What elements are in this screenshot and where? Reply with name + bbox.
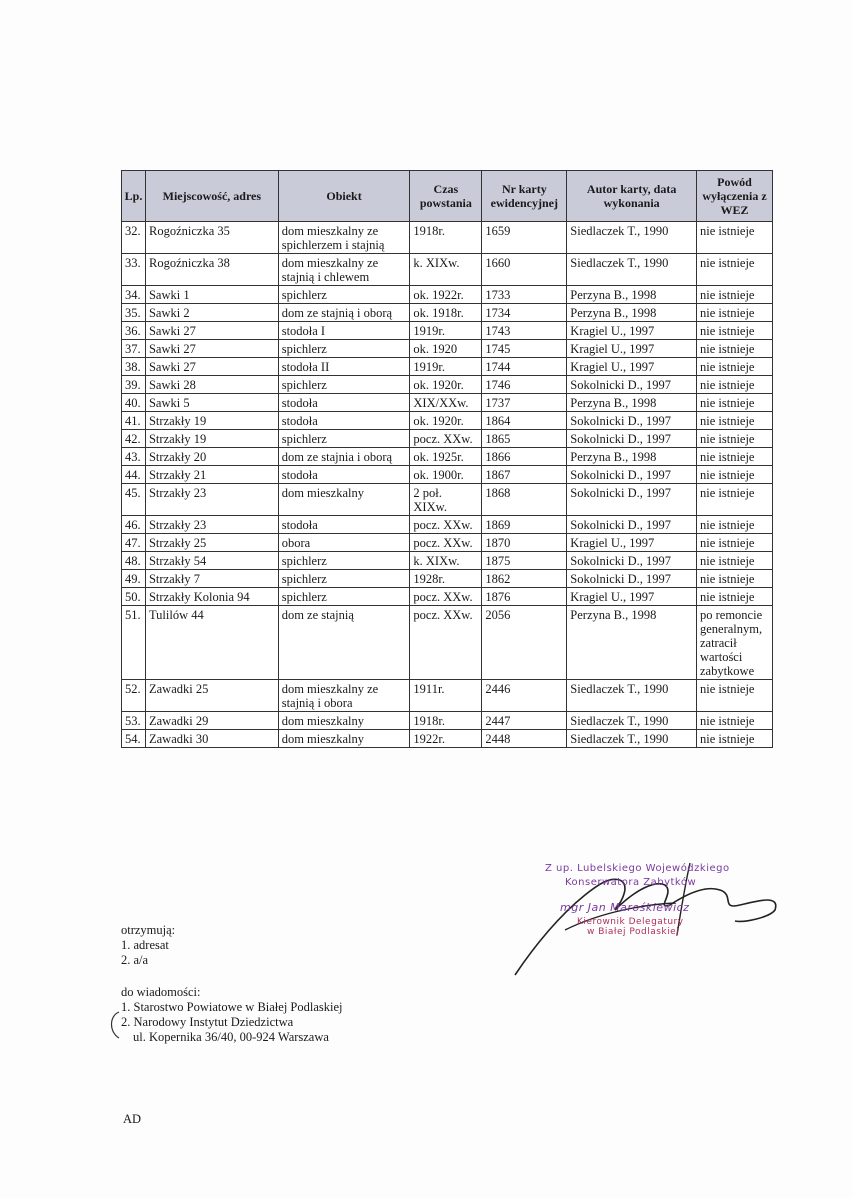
cell-location: Zawadki 25 [145, 680, 278, 712]
cell-object: dom ze stajnią i oborą [278, 304, 410, 322]
cell-author: Sokolnicki D., 1997 [567, 570, 697, 588]
cell-reason: nie istnieje [696, 394, 772, 412]
cell-card-number: 2448 [482, 730, 567, 748]
cell-lp: 33. [122, 254, 146, 286]
column-header-card-number: Nr karty ewidencyjnej [482, 171, 567, 222]
cell-lp: 32. [122, 222, 146, 254]
table-row [122, 534, 773, 552]
cell-object: stodoła [278, 412, 410, 430]
cell-author: Siedlaczek T., 1990 [567, 712, 697, 730]
cell-location: Rogoźniczka 38 [145, 254, 278, 286]
cell-location: Sawki 5 [145, 394, 278, 412]
stamp-line-5: w Białej Podlaskiej [587, 927, 680, 937]
cell-author: Sokolnicki D., 1997 [567, 412, 697, 430]
cell-card-number: 2446 [482, 680, 567, 712]
cell-location: Sawki 2 [145, 304, 278, 322]
cell-object: spichlerz [278, 340, 410, 358]
recipient-item: 1. adresat [121, 938, 169, 952]
cell-date: ok. 1920 [410, 340, 482, 358]
cell-location: Sawki 27 [145, 358, 278, 376]
cell-card-number: 1659 [482, 222, 567, 254]
cell-card-number: 1744 [482, 358, 567, 376]
cell-lp: 41. [122, 412, 146, 430]
cell-card-number: 1864 [482, 412, 567, 430]
cell-location: Strzakły 54 [145, 552, 278, 570]
stamp-line-3: mgr Jan Marośkiewicz [560, 901, 690, 914]
cell-lp: 44. [122, 466, 146, 484]
cell-location: Strzakły 25 [145, 534, 278, 552]
cell-location: Zawadki 30 [145, 730, 278, 748]
cell-author: Siedlaczek T., 1990 [567, 680, 697, 712]
cell-location: Strzakły 19 [145, 430, 278, 448]
notice-item: 1. Starostwo Powiatowe w Białej Podlaskiej [121, 1000, 343, 1014]
cell-object: dom mieszkalny ze stajnią i chlewem [278, 254, 410, 286]
table-row [122, 222, 773, 254]
table-row [122, 680, 773, 712]
cell-object: dom mieszkalny [278, 712, 410, 730]
cell-lp: 36. [122, 322, 146, 340]
column-header-lp: Lp. [122, 171, 146, 222]
table-row [122, 394, 773, 412]
table-row [122, 340, 773, 358]
table-row [122, 412, 773, 430]
monuments-exclusion-table [121, 170, 773, 748]
column-header-object: Obiekt [278, 171, 410, 222]
cell-location: Sawki 28 [145, 376, 278, 394]
cell-date: 1918r. [410, 712, 482, 730]
table-row [122, 570, 773, 588]
cell-reason: nie istnieje [696, 484, 772, 516]
column-header-author: Autor karty, data wykonania [567, 171, 697, 222]
cell-date: k. XIXw. [410, 552, 482, 570]
cell-date: 1919r. [410, 358, 482, 376]
cell-object: stodoła II [278, 358, 410, 376]
cell-reason: nie istnieje [696, 358, 772, 376]
cell-author: Perzyna B., 1998 [567, 394, 697, 412]
official-stamp-signature [505, 855, 795, 975]
table-row [122, 552, 773, 570]
cell-date: ok. 1925r. [410, 448, 482, 466]
cell-lp: 40. [122, 394, 146, 412]
cell-card-number: 2056 [482, 606, 567, 680]
cell-lp: 54. [122, 730, 146, 748]
cell-lp: 35. [122, 304, 146, 322]
cell-reason: nie istnieje [696, 376, 772, 394]
cell-lp: 34. [122, 286, 146, 304]
cell-reason: nie istnieje [696, 552, 772, 570]
cell-card-number: 1862 [482, 570, 567, 588]
table-row [122, 304, 773, 322]
cell-object: stodoła [278, 466, 410, 484]
table-row [122, 516, 773, 534]
cell-date: pocz. XXw. [410, 534, 482, 552]
table-body [122, 222, 773, 748]
stamp-line-2: Konserwatora Zabytków [565, 877, 697, 888]
cell-date: ok. 1920r. [410, 412, 482, 430]
cell-date: 1911r. [410, 680, 482, 712]
cell-date: 1918r. [410, 222, 482, 254]
cell-lp: 43. [122, 448, 146, 466]
table-header-row [122, 171, 773, 222]
cell-author: Sokolnicki D., 1997 [567, 484, 697, 516]
cell-object: stodoła [278, 394, 410, 412]
cell-reason: nie istnieje [696, 430, 772, 448]
cell-card-number: 1870 [482, 534, 567, 552]
cell-reason: nie istnieje [696, 680, 772, 712]
recipients-list [121, 923, 175, 968]
cell-lp: 45. [122, 484, 146, 516]
cell-author: Sokolnicki D., 1997 [567, 466, 697, 484]
cell-object: dom mieszkalny ze spichlerzem i stajnią [278, 222, 410, 254]
cell-author: Perzyna B., 1998 [567, 304, 697, 322]
cell-object: spichlerz [278, 286, 410, 304]
cell-author: Sokolnicki D., 1997 [567, 552, 697, 570]
table-row [122, 588, 773, 606]
recipient-item: 2. a/a [121, 953, 149, 967]
cell-card-number: 1866 [482, 448, 567, 466]
cell-object: spichlerz [278, 430, 410, 448]
cell-reason: nie istnieje [696, 448, 772, 466]
cell-date: k. XIXw. [410, 254, 482, 286]
cell-date: pocz. XXw. [410, 606, 482, 680]
column-header-location: Miejscowość, adres [145, 171, 278, 222]
table-row [122, 712, 773, 730]
cell-reason: po remoncie generalnym, zatracił wartości zabytkowe [696, 606, 772, 680]
notice-title: do wiadomości: [121, 985, 201, 999]
cell-author: Kragiel U., 1997 [567, 588, 697, 606]
cell-lp: 42. [122, 430, 146, 448]
table-row [122, 606, 773, 680]
table-row [122, 322, 773, 340]
cell-card-number: 1733 [482, 286, 567, 304]
table-row [122, 254, 773, 286]
cell-date: 1928r. [410, 570, 482, 588]
cell-object: dom mieszkalny ze stajnią i obora [278, 680, 410, 712]
table-row [122, 286, 773, 304]
cell-location: Strzakły 7 [145, 570, 278, 588]
cell-reason: nie istnieje [696, 222, 772, 254]
table-row [122, 376, 773, 394]
cell-date: ok. 1922r. [410, 286, 482, 304]
cell-object: spichlerz [278, 376, 410, 394]
cell-location: Strzakły Kolonia 94 [145, 588, 278, 606]
cell-reason: nie istnieje [696, 730, 772, 748]
cell-author: Sokolnicki D., 1997 [567, 516, 697, 534]
cell-date: ok. 1920r. [410, 376, 482, 394]
cell-object: obora [278, 534, 410, 552]
cell-reason: nie istnieje [696, 322, 772, 340]
cell-object: spichlerz [278, 588, 410, 606]
table-row [122, 358, 773, 376]
cell-reason: nie istnieje [696, 570, 772, 588]
cell-lp: 51. [122, 606, 146, 680]
cell-author: Perzyna B., 1998 [567, 286, 697, 304]
cell-card-number: 2447 [482, 712, 567, 730]
recipients-title: otrzymują: [121, 923, 176, 937]
cell-date: pocz. XXw. [410, 588, 482, 606]
cell-author: Kragiel U., 1997 [567, 340, 697, 358]
notice-item-address: ul. Kopernika 36/40, 00-924 Warszawa [133, 1030, 329, 1044]
cell-lp: 46. [122, 516, 146, 534]
cell-date: 1919r. [410, 322, 482, 340]
cell-date: ok. 1900r. [410, 466, 482, 484]
cell-reason: nie istnieje [696, 412, 772, 430]
cell-card-number: 1737 [482, 394, 567, 412]
cell-card-number: 1865 [482, 430, 567, 448]
cell-location: Sawki 27 [145, 322, 278, 340]
cell-date: XIX/XXw. [410, 394, 482, 412]
cell-author: Perzyna B., 1998 [567, 606, 697, 680]
cell-object: dom mieszkalny [278, 484, 410, 516]
cell-date: 1922r. [410, 730, 482, 748]
cell-date: pocz. XXw. [410, 516, 482, 534]
cell-lp: 53. [122, 712, 146, 730]
cell-author: Kragiel U., 1997 [567, 322, 697, 340]
cell-object: dom ze stajnia i oborą [278, 448, 410, 466]
cell-card-number: 1869 [482, 516, 567, 534]
cell-card-number: 1746 [482, 376, 567, 394]
cell-lp: 38. [122, 358, 146, 376]
cell-lp: 39. [122, 376, 146, 394]
cell-card-number: 1743 [482, 322, 567, 340]
cell-lp: 52. [122, 680, 146, 712]
cell-card-number: 1868 [482, 484, 567, 516]
cell-object: dom mieszkalny [278, 730, 410, 748]
cell-date: pocz. XXw. [410, 430, 482, 448]
cell-reason: nie istnieje [696, 588, 772, 606]
cell-author: Kragiel U., 1997 [567, 534, 697, 552]
notice-item: 2. Narodowy Instytut Dziedzictwa [121, 1015, 294, 1029]
cell-object: spichlerz [278, 552, 410, 570]
cell-reason: nie istnieje [696, 304, 772, 322]
cell-object: dom ze stajnią [278, 606, 410, 680]
column-header-reason: Powód wyłączenia z WEZ [696, 171, 772, 222]
cell-date: ok. 1918r. [410, 304, 482, 322]
table-row [122, 484, 773, 516]
cell-author: Sokolnicki D., 1997 [567, 430, 697, 448]
cell-reason: nie istnieje [696, 466, 772, 484]
cell-card-number: 1875 [482, 552, 567, 570]
cell-location: Tulilów 44 [145, 606, 278, 680]
cell-lp: 37. [122, 340, 146, 358]
cell-author: Perzyna B., 1998 [567, 448, 697, 466]
cell-card-number: 1734 [482, 304, 567, 322]
cell-location: Strzakły 21 [145, 466, 278, 484]
table-row [122, 448, 773, 466]
notice-list [121, 985, 343, 1045]
cell-location: Rogoźniczka 35 [145, 222, 278, 254]
cell-author: Kragiel U., 1997 [567, 358, 697, 376]
cell-reason: nie istnieje [696, 712, 772, 730]
stamp-line-4: Kierownik Delegatury [577, 917, 684, 927]
column-header-date: Czas powstania [410, 171, 482, 222]
cell-object: spichlerz [278, 570, 410, 588]
cell-lp: 50. [122, 588, 146, 606]
cell-author: Siedlaczek T., 1990 [567, 254, 697, 286]
cell-date: 2 poł. XIXw. [410, 484, 482, 516]
cell-location: Strzakły 20 [145, 448, 278, 466]
cell-lp: 47. [122, 534, 146, 552]
cell-lp: 48. [122, 552, 146, 570]
cell-object: stodoła [278, 516, 410, 534]
cell-reason: nie istnieje [696, 516, 772, 534]
cell-lp: 49. [122, 570, 146, 588]
footer-initials: AD [123, 1112, 142, 1126]
cell-author: Sokolnicki D., 1997 [567, 376, 697, 394]
cell-location: Zawadki 29 [145, 712, 278, 730]
cell-reason: nie istnieje [696, 254, 772, 286]
cell-card-number: 1876 [482, 588, 567, 606]
table-row [122, 730, 773, 748]
cell-location: Sawki 27 [145, 340, 278, 358]
cell-location: Sawki 1 [145, 286, 278, 304]
cell-card-number: 1745 [482, 340, 567, 358]
cell-object: stodoła I [278, 322, 410, 340]
cell-author: Siedlaczek T., 1990 [567, 222, 697, 254]
cell-card-number: 1660 [482, 254, 567, 286]
cell-card-number: 1867 [482, 466, 567, 484]
cell-location: Strzakły 23 [145, 484, 278, 516]
handwritten-bracket-mark [107, 1010, 121, 1040]
cell-reason: nie istnieje [696, 340, 772, 358]
cell-location: Strzakły 19 [145, 412, 278, 430]
table-row [122, 466, 773, 484]
table-row [122, 430, 773, 448]
cell-reason: nie istnieje [696, 534, 772, 552]
stamp-line-1: Z up. Lubelskiego Wojewódzkiego [545, 863, 730, 874]
cell-location: Strzakły 23 [145, 516, 278, 534]
cell-reason: nie istnieje [696, 286, 772, 304]
cell-author: Siedlaczek T., 1990 [567, 730, 697, 748]
